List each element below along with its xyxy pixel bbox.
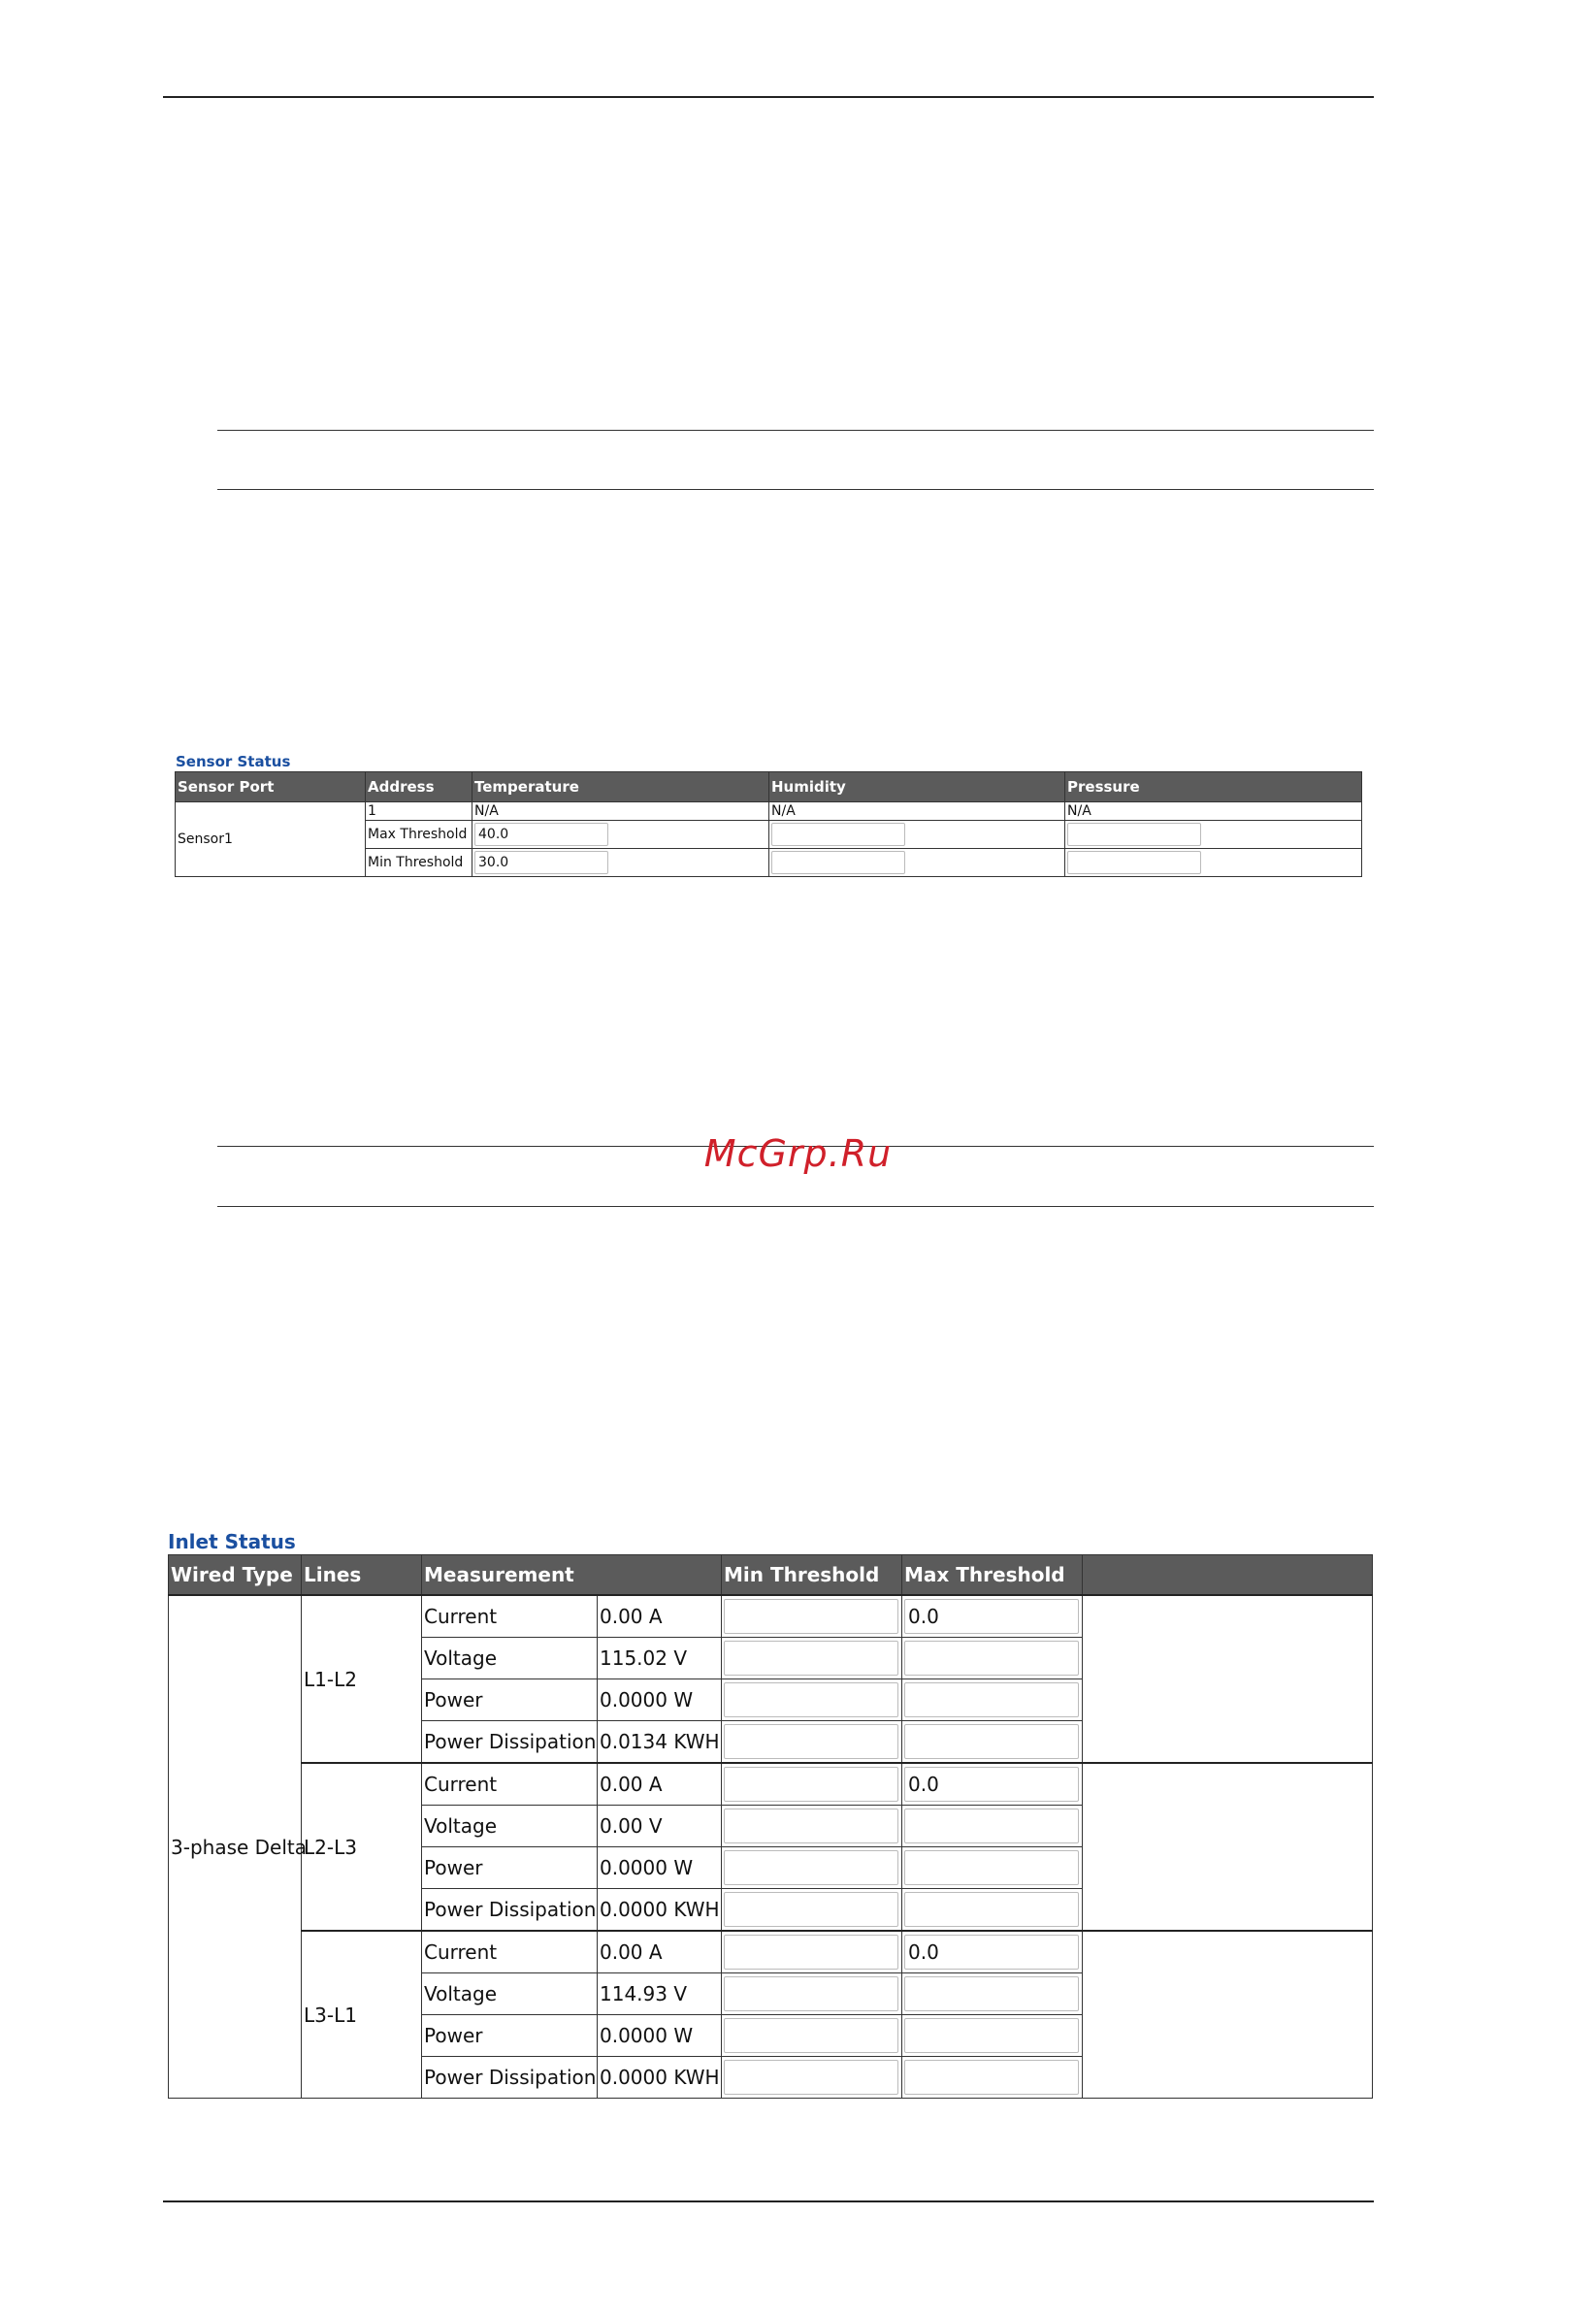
pressure-reading: N/A <box>1065 802 1362 821</box>
wired-type-cell: 3-phase Delta <box>169 1595 302 2099</box>
measurement-value: 0.0000 W <box>598 2015 722 2057</box>
max-threshold-cell <box>902 1721 1083 1764</box>
inlet-header-wired-type: Wired Type <box>169 1555 302 1596</box>
max-threshold-cell <box>902 2015 1083 2057</box>
min-threshold-input[interactable] <box>724 1767 898 1802</box>
measurement-value: 0.0000 W <box>598 1679 722 1721</box>
max-threshold-cell <box>902 1595 1083 1638</box>
measurement-value: 0.0134 KWH <box>598 1721 722 1764</box>
min-threshold-input[interactable] <box>724 2060 898 2095</box>
max-threshold-input[interactable]: 0.0 <box>904 1767 1079 1802</box>
sensor-port-cell: Sensor1 <box>176 802 366 877</box>
min-threshold-input[interactable] <box>724 1682 898 1717</box>
measurement-name: Power <box>422 1847 598 1889</box>
measurement-name: Voltage <box>422 1973 598 2015</box>
min-threshold-cell <box>722 1763 902 1806</box>
measurement-name: Power Dissipation <box>422 1721 598 1764</box>
pressure-min-input[interactable] <box>1067 851 1201 874</box>
measurement-name: Power Dissipation <box>422 1889 598 1932</box>
measurement-name: Power Dissipation <box>422 2057 598 2099</box>
section-rule-2b <box>217 1206 1374 1207</box>
measurement-name: Power <box>422 1679 598 1721</box>
min-threshold-cell <box>722 1931 902 1973</box>
max-threshold-cell <box>902 1847 1083 1889</box>
measurement-value: 0.0000 KWH <box>598 1889 722 1932</box>
group-blank-cell <box>1083 1595 1373 1763</box>
min-threshold-input[interactable] <box>724 1892 898 1927</box>
min-threshold-cell <box>722 1679 902 1721</box>
max-threshold-input[interactable] <box>904 2018 1079 2053</box>
section-rule-1b <box>217 489 1374 490</box>
humidity-reading: N/A <box>769 802 1065 821</box>
min-threshold-cell <box>722 1638 902 1679</box>
max-threshold-input[interactable] <box>904 1850 1079 1885</box>
min-threshold-input[interactable] <box>724 1850 898 1885</box>
inlet-status-title: Inlet Status <box>168 1530 296 1553</box>
measurement-value: 0.00 A <box>598 1931 722 1973</box>
max-threshold-cell <box>902 1973 1083 2015</box>
line-label: L2-L3 <box>302 1763 422 1931</box>
min-threshold-cell <box>722 1806 902 1847</box>
sensor-header-port: Sensor Port <box>176 772 366 802</box>
inlet-header-max-threshold: Max Threshold <box>902 1555 1083 1596</box>
measurement-name: Current <box>422 1763 598 1806</box>
measurement-name: Voltage <box>422 1806 598 1847</box>
measurement-name: Current <box>422 1595 598 1638</box>
measurement-name: Current <box>422 1931 598 1973</box>
min-threshold-input[interactable] <box>724 1976 898 2011</box>
max-threshold-input[interactable] <box>904 2060 1079 2095</box>
max-threshold-cell <box>902 1889 1083 1932</box>
max-threshold-cell <box>902 1763 1083 1806</box>
inlet-header-measurement: Measurement <box>422 1555 722 1596</box>
sensor-header-humidity: Humidity <box>769 772 1065 802</box>
inlet-status-table <box>168 1554 1373 2099</box>
group-blank-cell <box>1083 1763 1373 1931</box>
temperature-min-cell <box>472 849 769 877</box>
max-threshold-input[interactable]: 0.0 <box>904 1599 1079 1634</box>
measurement-value: 0.0000 W <box>598 1847 722 1889</box>
max-threshold-input[interactable] <box>904 1724 1079 1759</box>
measurement-name: Power <box>422 2015 598 2057</box>
humidity-min-input[interactable] <box>771 851 905 874</box>
measurement-value: 0.00 A <box>598 1595 722 1638</box>
min-threshold-input[interactable] <box>724 1724 898 1759</box>
pressure-max-cell <box>1065 821 1362 849</box>
sensor-status-title: Sensor Status <box>176 753 291 770</box>
measurement-value: 0.00 A <box>598 1763 722 1806</box>
inlet-header-blank <box>1083 1555 1373 1596</box>
sensor-header-pressure: Pressure <box>1065 772 1362 802</box>
group-blank-cell <box>1083 1931 1373 2099</box>
pressure-min-cell <box>1065 849 1362 877</box>
min-threshold-input[interactable] <box>724 1599 898 1634</box>
max-threshold-input[interactable] <box>904 1641 1079 1676</box>
header-rule <box>163 96 1374 98</box>
measurement-value: 0.0000 KWH <box>598 2057 722 2099</box>
min-threshold-input[interactable] <box>724 2018 898 2053</box>
sensor-header-temperature: Temperature <box>472 772 769 802</box>
temperature-max-input[interactable]: 40.0 <box>474 823 608 846</box>
max-threshold-cell <box>902 2057 1083 2099</box>
humidity-max-cell <box>769 821 1065 849</box>
footer-rule <box>163 2200 1374 2202</box>
max-threshold-cell <box>902 1806 1083 1847</box>
line-label: L1-L2 <box>302 1595 422 1763</box>
max-threshold-input[interactable] <box>904 1976 1079 2011</box>
max-threshold-input[interactable] <box>904 1809 1079 1843</box>
min-threshold-input[interactable] <box>724 1641 898 1676</box>
line-label: L3-L1 <box>302 1931 422 2099</box>
min-threshold-cell <box>722 2057 902 2099</box>
pressure-max-input[interactable] <box>1067 823 1201 846</box>
inlet-header-lines: Lines <box>302 1555 422 1596</box>
max-threshold-label: Max Threshold <box>366 821 472 849</box>
measurement-name: Voltage <box>422 1638 598 1679</box>
measurement-value: 0.00 V <box>598 1806 722 1847</box>
humidity-max-input[interactable] <box>771 823 905 846</box>
min-threshold-cell <box>722 1973 902 2015</box>
measurement-value: 115.02 V <box>598 1638 722 1679</box>
sensor-header-address: Address <box>366 772 472 802</box>
inlet-header-min-threshold: Min Threshold <box>722 1555 902 1596</box>
min-threshold-label: Min Threshold <box>366 849 472 877</box>
measurement-value: 114.93 V <box>598 1973 722 2015</box>
max-threshold-input[interactable] <box>904 1892 1079 1927</box>
watermark: McGrp.Ru <box>703 1132 893 1175</box>
min-threshold-cell <box>722 1889 902 1932</box>
min-threshold-cell <box>722 1595 902 1638</box>
sensor-status-table <box>175 771 1362 877</box>
sensor-address: 1 <box>366 802 472 821</box>
min-threshold-cell <box>722 1847 902 1889</box>
max-threshold-cell <box>902 1679 1083 1721</box>
max-threshold-cell <box>902 1638 1083 1679</box>
humidity-min-cell <box>769 849 1065 877</box>
min-threshold-cell <box>722 1721 902 1764</box>
min-threshold-cell <box>722 2015 902 2057</box>
max-threshold-cell <box>902 1931 1083 1973</box>
max-threshold-input[interactable] <box>904 1682 1079 1717</box>
min-threshold-input[interactable] <box>724 1935 898 1970</box>
temperature-reading: N/A <box>472 802 769 821</box>
min-threshold-input[interactable] <box>724 1809 898 1843</box>
section-rule-1a <box>217 430 1374 431</box>
temperature-max-cell <box>472 821 769 849</box>
temperature-min-input[interactable]: 30.0 <box>474 851 608 874</box>
max-threshold-input[interactable]: 0.0 <box>904 1935 1079 1970</box>
